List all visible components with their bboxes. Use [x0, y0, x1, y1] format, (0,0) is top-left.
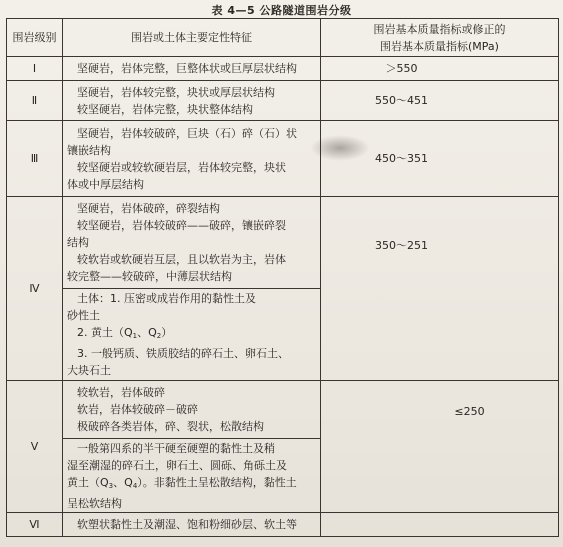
desc-line: 呈松软结构 — [67, 496, 122, 510]
desc-line: 较软岩或软硬岩互层，且以软岩为主，岩体 — [77, 253, 286, 266]
subscript: 1 — [132, 332, 138, 340]
header-grade: 围岩级别 — [7, 19, 63, 57]
desc-line: 砂性土 — [67, 309, 100, 322]
subscript: 4 — [132, 481, 138, 490]
grade-cell: Ⅳ — [7, 197, 63, 381]
table-row — [7, 381, 559, 439]
desc-cell — [63, 513, 321, 537]
desc-line — [67, 474, 316, 495]
desc-line: 较坚硬岩，岩体完整，块状整体结构 — [77, 102, 253, 116]
indicator-cell: 550～451 — [321, 81, 559, 121]
desc-text: 、Q — [137, 326, 157, 339]
desc-text: ） — [161, 326, 173, 339]
grade-cell: Ⅴ — [7, 381, 63, 513]
desc-cell — [63, 81, 321, 121]
indicator-cell: ＞550 — [321, 57, 559, 81]
desc-line: 较坚硬岩或较软硬岩层，岩体较完整，块状 — [77, 160, 286, 174]
header-indicator-line-1: 围岩基本质量指标或修正的 — [373, 22, 506, 36]
desc-line: 坚硬岩，岩体完整，巨整体状或巨厚层状结构 — [77, 62, 297, 75]
indicator-cell: 450～351 — [321, 121, 559, 197]
desc-text: 2. 黄土（Q — [77, 326, 133, 339]
table-title: 表 4—5 公路隧道围岩分级 — [211, 4, 352, 17]
desc-line: 极破碎各类岩体，碎、裂状，松散结构 — [77, 420, 264, 433]
desc-cell — [63, 57, 321, 81]
table-row — [7, 197, 559, 289]
desc-line: 较完整——较破碎，中薄层状结构 — [67, 270, 232, 283]
desc-cell — [63, 439, 321, 513]
desc-cell — [63, 289, 321, 381]
grade-cell: Ⅰ — [7, 57, 63, 81]
table-row — [7, 513, 559, 537]
subscript: 3 — [108, 481, 114, 490]
desc-line: 软岩，岩体较破碎－破碎 — [77, 403, 198, 416]
desc-line: 坚硬岩，岩体较破碎，巨块（石）碎（石）状 — [77, 126, 297, 140]
desc-cell — [63, 381, 321, 439]
desc-line: 较软岩，岩体破碎 — [77, 386, 165, 399]
header-indicator-line-2: 围岩基本质量指标(MPa) — [380, 39, 499, 53]
desc-line: 体或中厚层结构 — [67, 177, 144, 191]
desc-line: 大块石土 — [67, 364, 111, 377]
desc-cell — [63, 121, 321, 197]
table-row — [7, 81, 559, 121]
desc-line: 镶嵌结构 — [67, 143, 111, 157]
grade-cell: Ⅲ — [7, 121, 63, 197]
desc-text: ）。非黏性土呈松散结构，黏性土 — [137, 475, 297, 489]
desc-cell — [63, 197, 321, 289]
desc-line: 一般第四系的半干硬至硬塑的黏性土及稍 — [77, 441, 275, 455]
grade-cell: Ⅵ — [7, 513, 63, 537]
desc-line: 较坚硬岩，岩体较破碎——破碎，镶嵌碎裂 — [77, 219, 286, 232]
header-desc: 围岩或土体主要定性特征 — [63, 19, 321, 57]
desc-line: 土体：1. 压密或成岩作用的黏性土及 — [77, 292, 256, 305]
desc-line: 3. 一般钙质、铁质胶结的碎石土、卵石土、 — [77, 347, 289, 360]
rock-classification-table — [6, 18, 559, 537]
header-indicator — [321, 19, 559, 57]
table-header-row — [7, 19, 559, 57]
desc-line: 软塑状黏性土及潮湿、饱和粉细砂层、软土等 — [77, 518, 297, 531]
indicator-cell: 350～251 — [321, 197, 559, 381]
desc-line: 湿至潮湿的碎石土，卵石土、圆砾、角砾土及 — [67, 458, 287, 472]
desc-text: 黄土（Q — [67, 475, 109, 489]
desc-line: 坚硬岩，岩体破碎，碎裂结构 — [77, 202, 220, 215]
subscript: 2 — [156, 332, 162, 340]
table-row — [7, 57, 559, 81]
grade-cell: Ⅱ — [7, 81, 63, 121]
indicator-cell — [321, 513, 559, 537]
table-row — [7, 121, 559, 197]
desc-line — [67, 324, 316, 345]
desc-line: 结构 — [67, 236, 89, 249]
indicator-cell: ≤250 — [321, 381, 559, 513]
desc-text: 、Q — [113, 475, 133, 489]
desc-line: 坚硬岩，岩体较完整，块状或厚层状结构 — [77, 85, 275, 99]
